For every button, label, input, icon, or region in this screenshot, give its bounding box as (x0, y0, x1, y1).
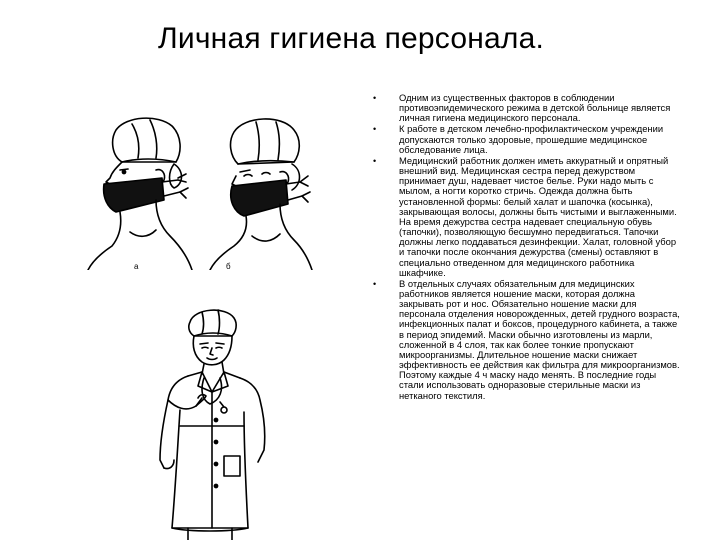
bullet-marker: • (373, 155, 377, 166)
bullet-item (370, 279, 680, 401)
bullet-marker: • (373, 278, 377, 289)
bullet-marker: • (373, 124, 377, 135)
bullet-marker: • (373, 93, 377, 103)
nurse-standing-illustration (140, 300, 290, 540)
nurse-mask-profile-illustration (86, 112, 196, 270)
bullet-text: К работе в детском лечебно-профилактическом учреждении допускаются только здоровые, прошедшие медицинское обследование лица. (399, 123, 664, 155)
bullet-item (370, 156, 680, 278)
slide-title: Личная гигиена персонала. (158, 22, 544, 55)
bullet-text: В отдельных случаях обязательным для медицинских работников является ношение маски, которая должна закрывать рот и нос. Обязательно ношение маски для персонала отделения новорожденных, детей грудного возраста, инфекционных палат и боксов, процедурного кабинета, а также в период эпидемий. Маски обычно изготовлены из марли, сложенной в 4 слоя, так как более тонкие пропускают микроорганизмы. Длительное ношение маски снижает эффективность ее действия как фильтра для микроорганизмов. Поэтому каждые 4 ч маску надо менять. В последние годы стали использовать одноразовые стерильные маски из нетканого текстиля. (399, 277, 680, 401)
bullet-text: Медицинский работник должен иметь аккуратный и опрятный внешний вид. Медицинская сестра перед дежурством принимает душ, надевает чистое белье. Руки надо мыть с мылом, а ногти коротко стричь. Одежда должна быть установленной формы: белый халат и шапочка (косынка), закрывающая волосы, должны быть чистыми и выглаженными. На время дежурства сестра надевает специальную обувь (тапочки), позволяющую бесшумно передвигаться. Тапочки должны легко поддаваться дезинфекции. Халат, головной убор и тапочки после окончания дежурства (смены) оставляют в специально отведенном для медицинского работника шкафчике. (399, 154, 677, 278)
illustration-label-b: б (226, 262, 231, 271)
nurse-mask-frontal-illustration (206, 112, 316, 270)
bullet-list (370, 93, 680, 402)
bullet-text: Одним из существенных факторов в соблюдении противоэпидемического режима в детской больнице является личная гигиена медицинского персонала. (399, 92, 671, 124)
bullet-item (370, 124, 680, 154)
illustration-label-a: а (134, 262, 139, 271)
bullet-item (370, 93, 680, 123)
